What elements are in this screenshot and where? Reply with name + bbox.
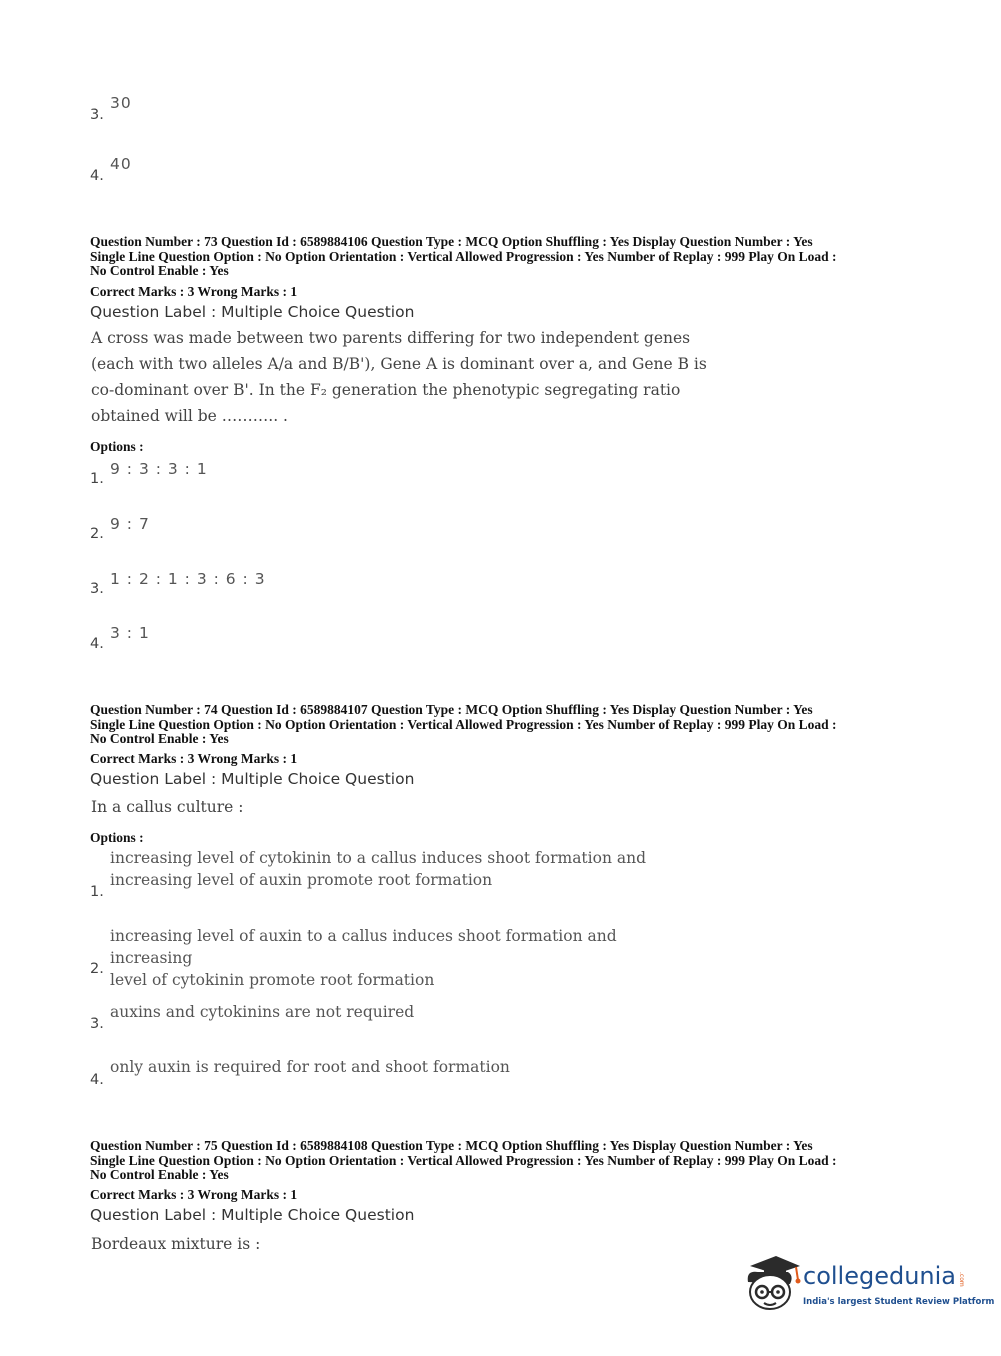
option-number: 4. — [90, 168, 104, 184]
option-number: 4. — [90, 1072, 104, 1088]
option-number: 1. — [90, 884, 104, 900]
metadata-line: Question Number : 73 Question Id : 6589884106 Question Type : MCQ Option Shuffling : Yes Display Question Number : Yes — [90, 234, 813, 249]
option-text — [110, 847, 690, 891]
option-text: 9 : 7 — [110, 515, 150, 533]
options-heading: Options : — [90, 439, 144, 454]
option-text: 1 : 2 : 1 : 3 : 6 : 3 — [110, 570, 266, 588]
question-text — [91, 1231, 260, 1257]
logo-tagline: India's largest Student Review Platform — [803, 1297, 995, 1307]
option-number: 2. — [90, 526, 104, 542]
option-text-line: increasing level of auxin to a callus induces shoot formation and increasing — [110, 927, 617, 967]
question-label: Question Label : Multiple Choice Question — [90, 1206, 415, 1224]
mascot-face-icon — [742, 1252, 802, 1312]
option-text-line: increasing level of cytokinin to a callus induces shoot formation and — [110, 849, 647, 867]
option-text: 3 : 1 — [110, 624, 150, 642]
metadata-line: Single Line Question Option : No Option Orientation : Vertical Allowed Progression : Yes Number of Replay : 999 Play On Load : — [90, 248, 837, 264]
option-text: auxins and cytokinins are not required — [110, 1003, 415, 1021]
question-metadata — [90, 235, 920, 279]
metadata-line: Question Number : 74 Question Id : 6589884107 Question Type : MCQ Option Shuffling : Yes Display Question Number : Yes — [90, 702, 813, 717]
question-label: Question Label : Multiple Choice Question — [90, 303, 415, 321]
marks-info: Correct Marks : 3 Wrong Marks : 1 — [90, 1187, 298, 1202]
question-text — [91, 794, 243, 820]
option-text-line: level of cytokinin promote root formation — [110, 971, 435, 989]
marks-info: Correct Marks : 3 Wrong Marks : 1 — [90, 284, 298, 299]
question-text-line: co-dominant over B'. In the F₂ generation the phenotypic segregating ratio — [91, 381, 681, 399]
option-number: 3. — [90, 107, 104, 123]
marks-info: Correct Marks : 3 Wrong Marks : 1 — [90, 751, 298, 766]
option-text: 9 : 3 : 3 : 1 — [110, 460, 208, 478]
question-text-line: In a callus culture : — [91, 798, 244, 816]
options-heading: Options : — [90, 830, 144, 845]
metadata-line: Single Line Question Option : No Option Orientation : Vertical Allowed Progression : Yes Number of Replay : 999 Play On Load : — [90, 716, 837, 732]
metadata-line: No Control Enable : Yes — [90, 263, 229, 278]
logo-wordmark: collegedunia — [803, 1262, 957, 1290]
option-text: 30 — [110, 94, 132, 112]
question-text-line: obtained will be ……….. . — [91, 407, 288, 425]
question-text-line: Bordeaux mixture is : — [91, 1235, 261, 1253]
logo-suffix: .com — [958, 1272, 965, 1287]
option-number: 2. — [90, 961, 104, 977]
question-text-line: (each with two alleles A/a and B/B'), Gene A is dominant over a, and Gene B is — [91, 355, 707, 373]
metadata-line: No Control Enable : Yes — [90, 731, 229, 746]
option-text: only auxin is required for root and shoot formation — [110, 1058, 510, 1076]
question-text — [91, 325, 707, 429]
option-number: 3. — [90, 1016, 104, 1032]
metadata-line: Question Number : 75 Question Id : 6589884108 Question Type : MCQ Option Shuffling : Yes Display Question Number : Yes — [90, 1138, 813, 1153]
option-number: 3. — [90, 581, 104, 597]
option-number: 4. — [90, 636, 104, 652]
option-number: 1. — [90, 471, 104, 487]
question-metadata — [90, 703, 920, 747]
option-text-line: increasing level of auxin promote root formation — [110, 871, 493, 889]
option-text — [110, 925, 690, 991]
question-text-line: A cross was made between two parents differing for two independent genes — [91, 329, 691, 347]
option-text: 40 — [110, 155, 132, 173]
metadata-line: Single Line Question Option : No Option Orientation : Vertical Allowed Progression : Yes Number of Replay : 999 Play On Load : — [90, 1152, 837, 1168]
metadata-line: No Control Enable : Yes — [90, 1167, 229, 1182]
question-label: Question Label : Multiple Choice Question — [90, 770, 415, 788]
question-metadata — [90, 1139, 920, 1183]
